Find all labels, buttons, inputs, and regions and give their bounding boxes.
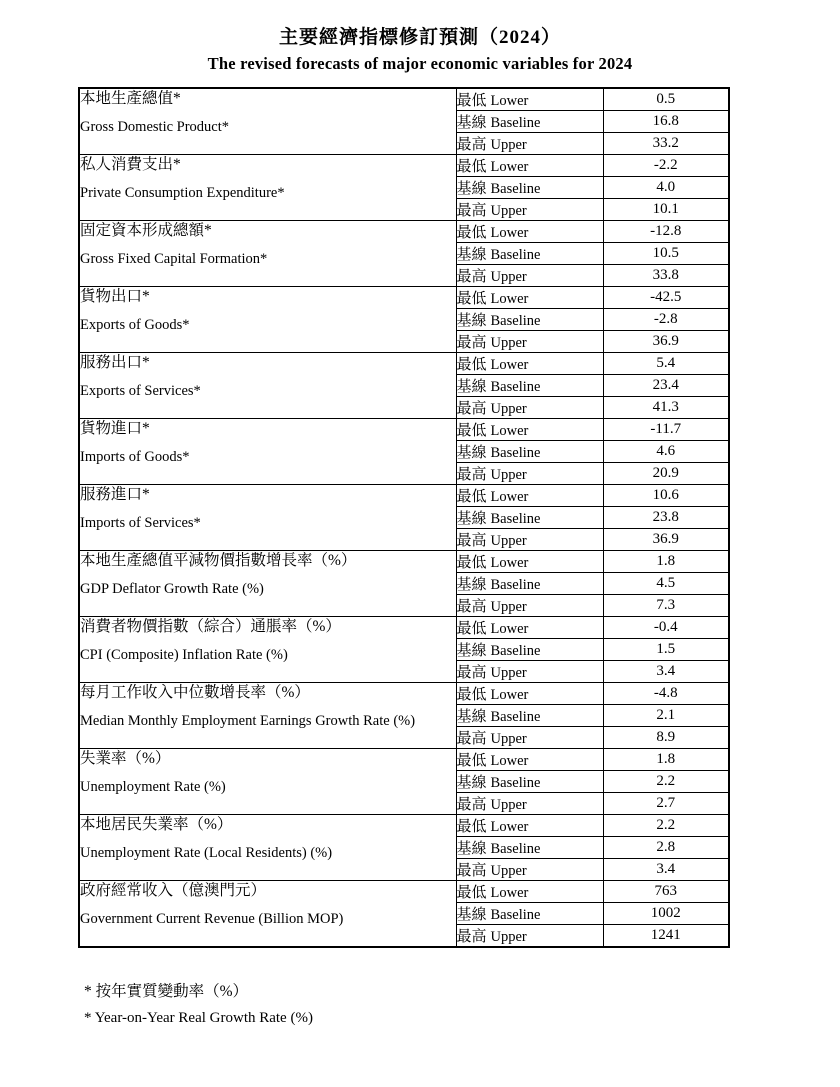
table-row bbox=[79, 353, 729, 375]
table-row bbox=[79, 221, 729, 243]
bound-label-zh: 基線 bbox=[456, 709, 487, 725]
forecast-value: 20.9 bbox=[603, 463, 729, 485]
table-row bbox=[79, 881, 729, 903]
bound-label-zh: 最低 bbox=[456, 621, 487, 637]
footnotes bbox=[84, 982, 313, 1028]
bound-label-en: Lower bbox=[490, 621, 529, 637]
bound-label-en: Upper bbox=[490, 797, 527, 813]
variable-name-en: GDP Deflator Growth Rate (%) bbox=[80, 581, 264, 597]
forecast-table bbox=[78, 87, 730, 948]
variable-name-zh: 失業率（%） bbox=[80, 750, 171, 767]
forecast-value: 8.9 bbox=[603, 727, 729, 749]
table-row bbox=[79, 287, 729, 309]
bound-label-zh: 基線 bbox=[456, 181, 487, 197]
table-row bbox=[79, 749, 729, 771]
variable-label-cell bbox=[79, 287, 456, 353]
table-row bbox=[79, 485, 729, 507]
bound-label-zh: 最低 bbox=[456, 93, 487, 109]
bound-label-en: Lower bbox=[490, 489, 529, 505]
bound-label-cell bbox=[456, 551, 603, 573]
bound-label-en: Lower bbox=[490, 555, 529, 571]
variable-name-zh: 貨物出口* bbox=[80, 288, 150, 305]
bound-label-cell bbox=[456, 287, 603, 309]
forecast-value: 2.1 bbox=[603, 705, 729, 727]
bound-label-zh: 最高 bbox=[456, 269, 487, 285]
forecast-value: -12.8 bbox=[603, 221, 729, 243]
bound-label-zh: 最高 bbox=[456, 863, 487, 879]
forecast-value: 3.4 bbox=[603, 859, 729, 881]
variable-label-cell bbox=[79, 881, 456, 948]
bound-label-en: Lower bbox=[490, 159, 529, 175]
footnote-en: * Year-on-Year Real Growth Rate (%) bbox=[84, 1010, 313, 1026]
footnote-zh: * 按年實質變動率（%） bbox=[84, 983, 249, 1000]
bound-label-en: Baseline bbox=[490, 313, 541, 329]
forecast-value: 10.5 bbox=[603, 243, 729, 265]
bound-label-cell bbox=[456, 199, 603, 221]
table-row bbox=[79, 617, 729, 639]
forecast-value: -11.7 bbox=[603, 419, 729, 441]
variable-label-cell bbox=[79, 617, 456, 683]
bound-label-cell bbox=[456, 837, 603, 859]
variable-name-zh: 本地居民失業率（%） bbox=[80, 816, 233, 833]
forecast-value: 5.4 bbox=[603, 353, 729, 375]
bound-label-en: Baseline bbox=[490, 115, 541, 131]
bound-label-cell bbox=[456, 155, 603, 177]
variable-name-en: Imports of Services* bbox=[80, 515, 201, 531]
forecast-value: -42.5 bbox=[603, 287, 729, 309]
bound-label-cell bbox=[456, 705, 603, 727]
forecast-value: 2.2 bbox=[603, 771, 729, 793]
variable-name-en: Unemployment Rate (Local Residents) (%) bbox=[80, 845, 333, 861]
bound-label-cell bbox=[456, 485, 603, 507]
bound-label-en: Baseline bbox=[490, 181, 541, 197]
forecast-value: 2.7 bbox=[603, 793, 729, 815]
bound-label-cell bbox=[456, 111, 603, 133]
bound-label-zh: 最高 bbox=[456, 797, 487, 813]
bound-label-cell bbox=[456, 441, 603, 463]
variable-name-zh: 政府經常收入（億澳門元） bbox=[80, 882, 267, 899]
bound-label-en: Lower bbox=[490, 819, 529, 835]
bound-label-cell bbox=[456, 397, 603, 419]
bound-label-cell bbox=[456, 771, 603, 793]
variable-name-en: Unemployment Rate (%) bbox=[80, 779, 226, 795]
forecast-value: 763 bbox=[603, 881, 729, 903]
variable-label-cell bbox=[79, 815, 456, 881]
bound-label-zh: 最高 bbox=[456, 533, 487, 549]
variable-name-zh: 每月工作收入中位數增長率（%） bbox=[80, 684, 310, 701]
variable-name-zh: 固定資本形成總額* bbox=[80, 222, 212, 239]
bound-label-zh: 最高 bbox=[456, 731, 487, 747]
forecast-value: 23.4 bbox=[603, 375, 729, 397]
bound-label-en: Baseline bbox=[490, 577, 541, 593]
forecast-value: 1002 bbox=[603, 903, 729, 925]
bound-label-cell bbox=[456, 903, 603, 925]
variable-name-en: Median Monthly Employment Earnings Growth Rate (%) bbox=[80, 713, 416, 729]
bound-label-en: Baseline bbox=[490, 511, 541, 527]
bound-label-en: Upper bbox=[490, 269, 527, 285]
forecast-value: 2.2 bbox=[603, 815, 729, 837]
bound-label-en: Lower bbox=[490, 291, 529, 307]
bound-label-cell bbox=[456, 88, 603, 111]
bound-label-zh: 最低 bbox=[456, 819, 487, 835]
variable-name-en: Government Current Revenue (Billion MOP) bbox=[80, 911, 344, 927]
forecast-value: 33.8 bbox=[603, 265, 729, 287]
forecast-value: 4.6 bbox=[603, 441, 729, 463]
bound-label-en: Upper bbox=[490, 929, 527, 945]
bound-label-en: Lower bbox=[490, 93, 529, 109]
bound-label-zh: 基線 bbox=[456, 841, 487, 857]
variable-name-en: Gross Domestic Product* bbox=[80, 119, 230, 135]
bound-label-cell bbox=[456, 925, 603, 948]
forecast-value: 41.3 bbox=[603, 397, 729, 419]
bound-label-cell bbox=[456, 309, 603, 331]
variable-name-en: CPI (Composite) Inflation Rate (%) bbox=[80, 647, 288, 663]
forecast-value: 1241 bbox=[603, 925, 729, 948]
bound-label-zh: 最低 bbox=[456, 159, 487, 175]
forecast-value: 2.8 bbox=[603, 837, 729, 859]
variable-label-cell bbox=[79, 353, 456, 419]
bound-label-cell bbox=[456, 727, 603, 749]
variable-label-cell bbox=[79, 155, 456, 221]
bound-label-cell bbox=[456, 221, 603, 243]
bound-label-zh: 最高 bbox=[456, 137, 487, 153]
table-row bbox=[79, 815, 729, 837]
bound-label-zh: 基線 bbox=[456, 115, 487, 131]
bound-label-zh: 基線 bbox=[456, 775, 487, 791]
bound-label-cell bbox=[456, 419, 603, 441]
bound-label-en: Baseline bbox=[490, 841, 541, 857]
table-row bbox=[79, 155, 729, 177]
bound-label-en: Baseline bbox=[490, 709, 541, 725]
bound-label-cell bbox=[456, 177, 603, 199]
bound-label-en: Lower bbox=[490, 885, 529, 901]
bound-label-zh: 最低 bbox=[456, 753, 487, 769]
forecast-value: -2.2 bbox=[603, 155, 729, 177]
variable-label-cell bbox=[79, 551, 456, 617]
bound-label-zh: 最高 bbox=[456, 203, 487, 219]
variable-name-zh: 貨物進口* bbox=[80, 420, 150, 437]
bound-label-en: Baseline bbox=[490, 379, 541, 395]
forecast-value: 36.9 bbox=[603, 529, 729, 551]
bound-label-zh: 最低 bbox=[456, 687, 487, 703]
forecast-value: 33.2 bbox=[603, 133, 729, 155]
title-block bbox=[0, 22, 840, 74]
table-row bbox=[79, 88, 729, 111]
bound-label-zh: 最低 bbox=[456, 555, 487, 571]
bound-label-en: Upper bbox=[490, 599, 527, 615]
bound-label-zh: 最高 bbox=[456, 599, 487, 615]
bound-label-zh: 最低 bbox=[456, 357, 487, 373]
bound-label-cell bbox=[456, 265, 603, 287]
forecast-table-body bbox=[79, 88, 729, 947]
variable-label-cell bbox=[79, 419, 456, 485]
forecast-value: 3.4 bbox=[603, 661, 729, 683]
variable-name-zh: 服務進口* bbox=[80, 486, 150, 503]
bound-label-en: Upper bbox=[490, 335, 527, 351]
bound-label-cell bbox=[456, 683, 603, 705]
bound-label-cell bbox=[456, 661, 603, 683]
variable-name-en: Exports of Services* bbox=[80, 383, 201, 399]
bound-label-zh: 最高 bbox=[456, 929, 487, 945]
bound-label-zh: 最低 bbox=[456, 423, 487, 439]
bound-label-en: Lower bbox=[490, 423, 529, 439]
bound-label-zh: 最高 bbox=[456, 467, 487, 483]
bound-label-en: Upper bbox=[490, 467, 527, 483]
bound-label-en: Baseline bbox=[490, 775, 541, 791]
variable-name-zh: 本地生產總值* bbox=[80, 90, 181, 107]
variable-label-cell bbox=[79, 88, 456, 155]
bound-label-cell bbox=[456, 375, 603, 397]
bound-label-en: Baseline bbox=[490, 907, 541, 923]
forecast-value: 10.1 bbox=[603, 199, 729, 221]
forecast-value: 7.3 bbox=[603, 595, 729, 617]
variable-name-en: Imports of Goods* bbox=[80, 449, 190, 465]
bound-label-en: Upper bbox=[490, 533, 527, 549]
bound-label-cell bbox=[456, 793, 603, 815]
bound-label-cell bbox=[456, 639, 603, 661]
bound-label-en: Upper bbox=[490, 863, 527, 879]
bound-label-zh: 基線 bbox=[456, 643, 487, 659]
bound-label-cell bbox=[456, 529, 603, 551]
bound-label-en: Baseline bbox=[490, 445, 541, 461]
bound-label-cell bbox=[456, 617, 603, 639]
forecast-value: 4.0 bbox=[603, 177, 729, 199]
bound-label-en: Lower bbox=[490, 357, 529, 373]
variable-label-cell bbox=[79, 221, 456, 287]
bound-label-zh: 最低 bbox=[456, 225, 487, 241]
forecast-value: 36.9 bbox=[603, 331, 729, 353]
bound-label-en: Lower bbox=[490, 753, 529, 769]
bound-label-zh: 最高 bbox=[456, 335, 487, 351]
variable-name-zh: 消費者物價指數（綜合）通脹率（%） bbox=[80, 618, 341, 635]
forecast-value: 10.6 bbox=[603, 485, 729, 507]
bound-label-zh: 最低 bbox=[456, 489, 487, 505]
variable-name-en: Private Consumption Expenditure* bbox=[80, 185, 285, 201]
forecast-value: 1.5 bbox=[603, 639, 729, 661]
bound-label-en: Lower bbox=[490, 225, 529, 241]
forecast-value: 16.8 bbox=[603, 111, 729, 133]
table-row bbox=[79, 683, 729, 705]
bound-label-zh: 基線 bbox=[456, 577, 487, 593]
bound-label-en: Upper bbox=[490, 731, 527, 747]
bound-label-cell bbox=[456, 881, 603, 903]
bound-label-en: Upper bbox=[490, 665, 527, 681]
forecast-value: -4.8 bbox=[603, 683, 729, 705]
bound-label-cell bbox=[456, 463, 603, 485]
variable-name-zh: 服務出口* bbox=[80, 354, 150, 371]
variable-name-en: Exports of Goods* bbox=[80, 317, 190, 333]
variable-name-zh: 私人消費支出* bbox=[80, 156, 181, 173]
variable-label-cell bbox=[79, 749, 456, 815]
forecast-value: 4.5 bbox=[603, 573, 729, 595]
forecast-value: -0.4 bbox=[603, 617, 729, 639]
bound-label-cell bbox=[456, 133, 603, 155]
forecast-value: 23.8 bbox=[603, 507, 729, 529]
bound-label-cell bbox=[456, 749, 603, 771]
bound-label-cell bbox=[456, 859, 603, 881]
bound-label-cell bbox=[456, 331, 603, 353]
bound-label-zh: 最高 bbox=[456, 665, 487, 681]
forecast-value: 0.5 bbox=[603, 88, 729, 111]
variable-label-cell bbox=[79, 683, 456, 749]
bound-label-zh: 基線 bbox=[456, 379, 487, 395]
page-title-zh: 主要經濟指標修訂預測（2024） bbox=[278, 27, 561, 48]
bound-label-zh: 基線 bbox=[456, 907, 487, 923]
variable-name-zh: 本地生產總值平減物價指數增長率（%） bbox=[80, 552, 357, 569]
bound-label-en: Lower bbox=[490, 687, 529, 703]
bound-label-cell bbox=[456, 353, 603, 375]
page-title-en: The revised forecasts of major economic variables for 2024 bbox=[207, 54, 633, 73]
bound-label-cell bbox=[456, 595, 603, 617]
bound-label-cell bbox=[456, 573, 603, 595]
bound-label-zh: 基線 bbox=[456, 247, 487, 263]
bound-label-en: Upper bbox=[490, 137, 527, 153]
bound-label-en: Upper bbox=[490, 203, 527, 219]
bound-label-zh: 最低 bbox=[456, 885, 487, 901]
bound-label-zh: 最低 bbox=[456, 291, 487, 307]
bound-label-zh: 基線 bbox=[456, 313, 487, 329]
bound-label-zh: 基線 bbox=[456, 445, 487, 461]
table-row bbox=[79, 419, 729, 441]
forecast-value: -2.8 bbox=[603, 309, 729, 331]
bound-label-cell bbox=[456, 243, 603, 265]
bound-label-zh: 最高 bbox=[456, 401, 487, 417]
forecast-value: 1.8 bbox=[603, 749, 729, 771]
table-row bbox=[79, 551, 729, 573]
bound-label-zh: 基線 bbox=[456, 511, 487, 527]
bound-label-cell bbox=[456, 815, 603, 837]
bound-label-en: Baseline bbox=[490, 643, 541, 659]
forecast-value: 1.8 bbox=[603, 551, 729, 573]
variable-label-cell bbox=[79, 485, 456, 551]
bound-label-en: Baseline bbox=[490, 247, 541, 263]
bound-label-cell bbox=[456, 507, 603, 529]
variable-name-en: Gross Fixed Capital Formation* bbox=[80, 251, 268, 267]
bound-label-en: Upper bbox=[490, 401, 527, 417]
